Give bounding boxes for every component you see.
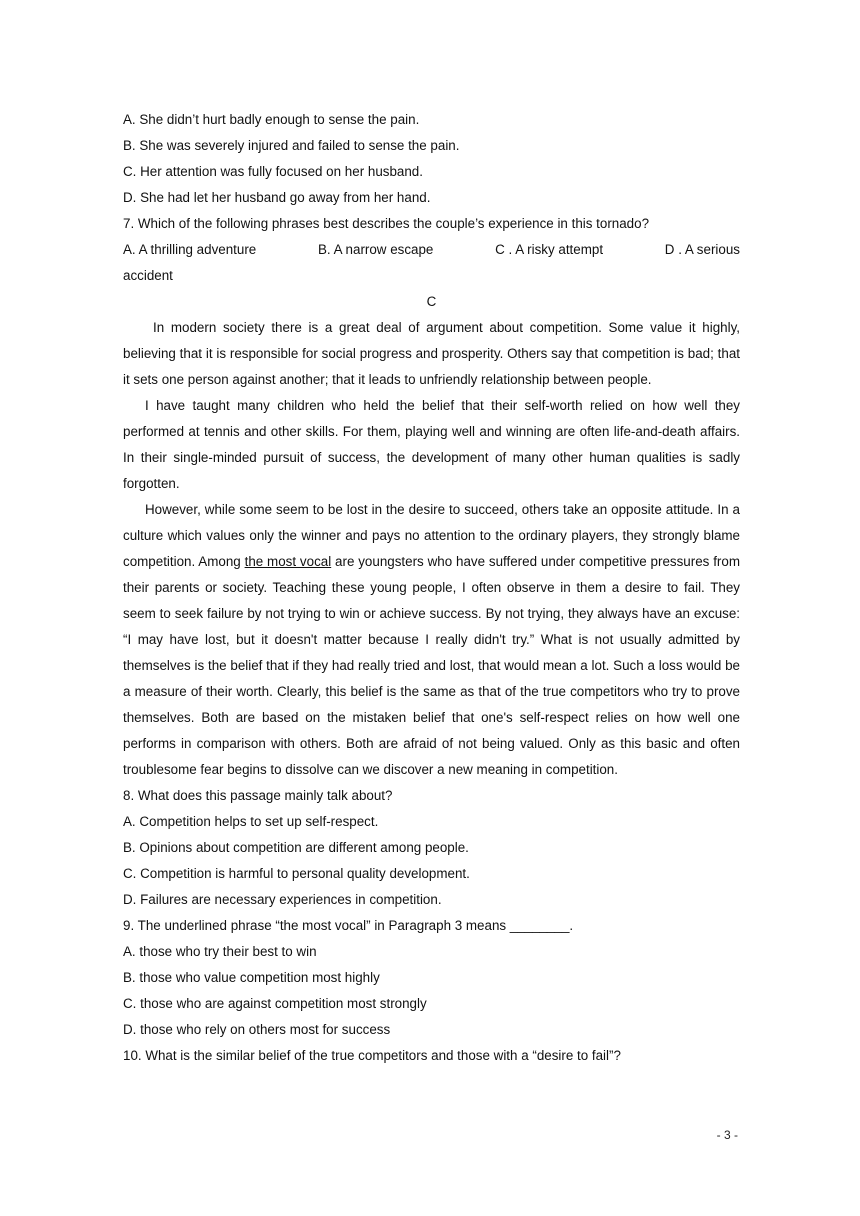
q9-option-a: A. those who try their best to win xyxy=(123,944,317,959)
page-number: - 3 - xyxy=(716,1128,738,1142)
q6-option-c: C. Her attention was fully focused on her husband. xyxy=(123,164,423,179)
q9-option-c: C. those who are against competition most strongly xyxy=(123,996,427,1011)
document-page xyxy=(123,107,740,1069)
q9-question: 9. The underlined phrase “the most vocal” in Paragraph 3 means ________. xyxy=(123,918,574,933)
q7-option-b: B. A narrow escape xyxy=(318,242,434,257)
q8-option-a: A. Competition helps to set up self-respect. xyxy=(123,814,379,829)
paragraph-3-text-before: However, while some seem to be lost in the desire to succeed, others take an opposite attitude. In a culture which values only the winner and pays no attention to the ordinary players, they strongly blame competition. Among xyxy=(123,502,740,569)
underlined-phrase: the most vocal xyxy=(244,554,332,569)
q8-option-c: C. Competition is harmful to personal quality development. xyxy=(123,866,470,881)
q8-option-d: D. Failures are necessary experiences in competition. xyxy=(123,892,442,907)
q7-option-d: D . A serious xyxy=(664,242,740,257)
q7-question: 7. Which of the following phrases best describes the couple’s experience in this tornado? xyxy=(123,216,650,231)
q9-option-b: B. those who value competition most highly xyxy=(123,970,380,985)
q7-option-a: A. A thrilling adventure xyxy=(123,242,257,257)
passage-paragraph-2: I have taught many children who held the belief that their self-worth relied on how well they performed at tennis and other skills. For them, playing well and winning are often life-and-death affairs. In their single-minded pursuit of success, the development of many other human qualities is sadly forgotten. xyxy=(123,398,740,491)
passage-paragraph-3 xyxy=(123,497,740,783)
q9-option-d: D. those who rely on others most for success xyxy=(123,1022,391,1037)
q6-option-d: D. She had let her husband go away from her hand. xyxy=(123,190,431,205)
q8-option-b: B. Opinions about competition are different among people. xyxy=(123,840,469,855)
passage-paragraph-1: In modern society there is a great deal of argument about competition. Some value it highly, believing that it is responsible for social progress and prosperity. Others say that competition is bad; that it sets one person against another; that it leads to unfriendly relationship between people. xyxy=(123,320,740,387)
q6-option-a: A. She didn’t hurt badly enough to sense the pain. xyxy=(123,112,420,127)
q7-option-d-continued: accident xyxy=(123,268,173,283)
q8-question: 8. What does this passage mainly talk about? xyxy=(123,788,393,803)
q7-option-c: C . A risky attempt xyxy=(495,242,604,257)
q10-question: 10. What is the similar belief of the true competitors and those with a “desire to fail”? xyxy=(123,1048,621,1063)
paragraph-3-text-after: are youngsters who have suffered under competitive pressures from their parents or society. Teaching these young people, I often observe in them a desire to fail. They seem to seek failure by not trying to win or achieve success. By not trying, they always have an excuse: “I may have lost, but it doesn't matter because I really didn't try.” What is not usually admitted by themselves is the belief that if they had really tried and lost, that would mean a lot. Such a loss would be a measure of their worth. Clearly, this belief is the same as that of the true competitors who try to prove themselves. Both are based on the mistaken belief that one's self-respect relies on how well one performs in comparison with others. Both are afraid of not being valued. Only as this basic and often troublesome fear begins to dissolve can we discover a new meaning in competition. xyxy=(123,554,740,777)
section-heading: C xyxy=(426,294,437,309)
q7-options xyxy=(123,237,740,263)
q6-option-b: B. She was severely injured and failed to sense the pain. xyxy=(123,138,460,153)
